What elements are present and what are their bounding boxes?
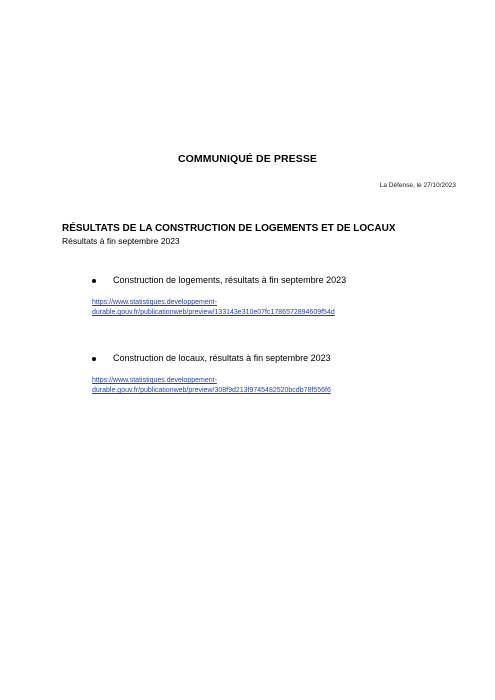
main-heading: RÉSULTATS DE LA CONSTRUCTION DE LOGEMENTS ET DE LOCAUX: [62, 223, 396, 234]
link-line[interactable]: durable.gouv.fr/publicationweb/preview/308f9d213f9745482520bcdb78f556f6: [92, 387, 331, 394]
bullet-icon: [92, 279, 96, 283]
premises-results-link[interactable]: [92, 376, 331, 396]
list-item-label: Construction de locaux, résultats à fin septembre 2023: [113, 353, 331, 363]
link-line[interactable]: durable.gouv.fr/publicationweb/preview/133143e310e07fc1786572894609f54d: [92, 309, 335, 316]
list-item-label: Construction de logements, résultats à fin septembre 2023: [113, 275, 347, 285]
place-and-date: La Défense, le 27/10/2023: [379, 182, 456, 189]
sub-heading: Résultats à fin septembre 2023: [62, 236, 180, 246]
link-line[interactable]: https://www.statistiques.developpement-: [92, 377, 217, 384]
bullet-icon: [92, 357, 96, 361]
link-line[interactable]: https://www.statistiques.developpement-: [92, 299, 217, 306]
housing-results-link[interactable]: [92, 298, 335, 318]
press-release-title: COMMUNIQUÉ DE PRESSE: [177, 153, 318, 165]
